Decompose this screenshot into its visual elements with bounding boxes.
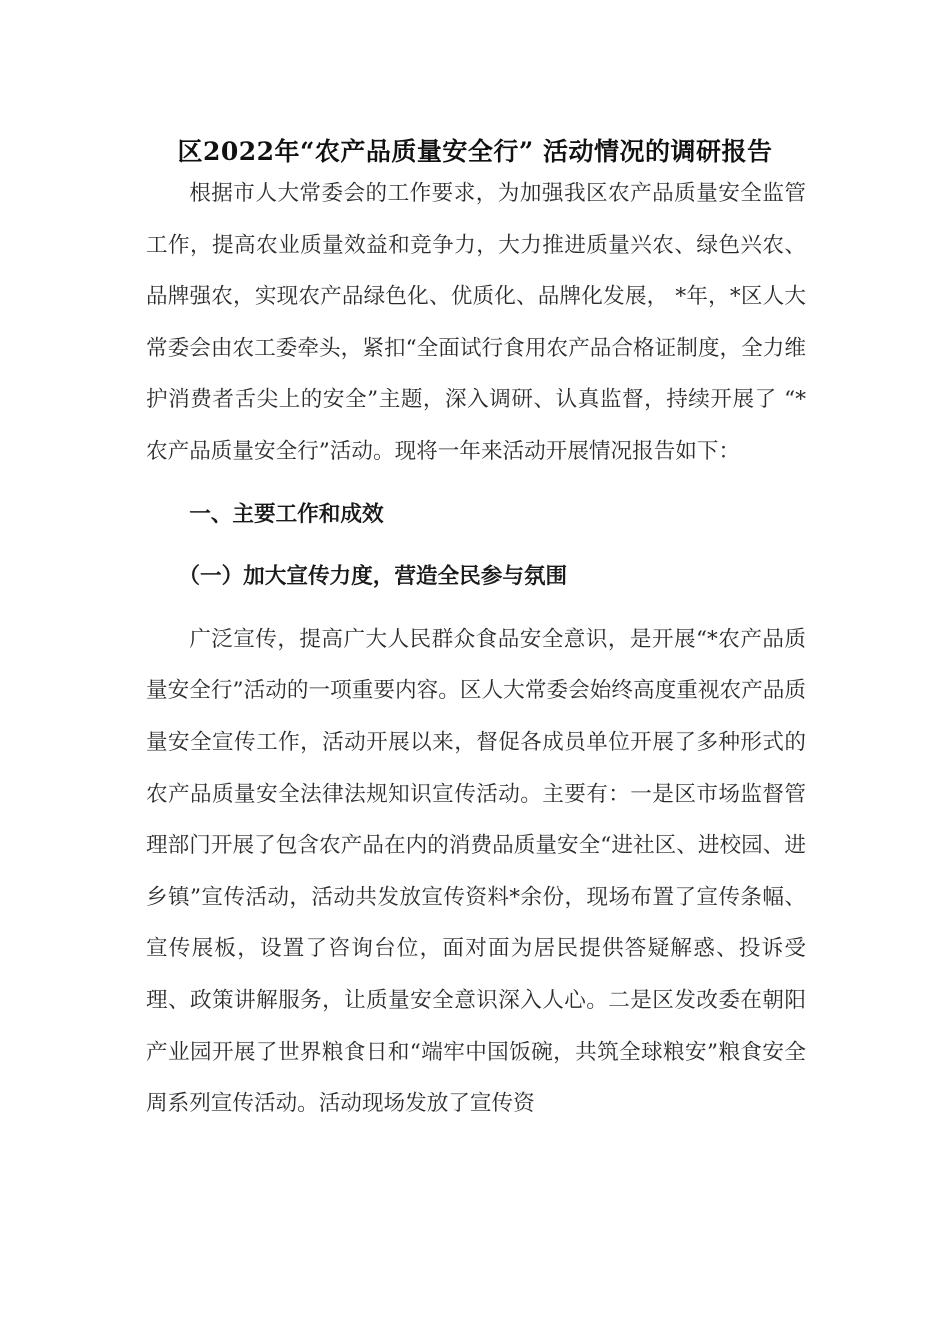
document-title: 区2022年“农产品质量安全行” 活动情况的调研报告 bbox=[177, 137, 773, 166]
intro-paragraph: 根据市人大常委会的工作要求，为加强我区农产品质量安全监管工作，提高农业质量效益和竞争力，大力推进质量兴农、绿色兴农、品牌强农，实现农产品绿色化、优质化、品牌化发展， *年，*区人大常委会由农工委牵头，紧扣“全面试行食用农产品合格证制度，全力维护消费者舌尖上的安全”主题，深入调研、认真监督，持续开展了 “*农产品质量安全行”活动。现将一年来活动开展情况报告如下： bbox=[146, 181, 806, 464]
subsection-paragraph-1: 广泛宣传，提高广大人民群众食品安全意识，是开展“*农产品质量安全行”活动的一项重要内容。区人大常委会始终高度重视农产品质量安全宣传工作，活动开展以来，督促各成员单位开展了多种形式的农产品质量安全法律法规知识宣传活动。主要有：一是区市场监督管理部门开展了包含农产品在内的消费品质量安全“进社区、进校园、进乡镇”宣传活动，活动共发放宣传资料*余份，现场布置了宣传条幅、宣传展板，设置了咨询台位，面对面为居民提供答疑解惑、投诉受理、政策讲解服务，让质量安全意识深入人心。二是区发改委在朝阳产业园开展了世界粮食日和“端牢中国饭碗，共筑全球粮安”粮食安全周系列宣传活动。活动现场发放了宣传资 bbox=[146, 626, 806, 1117]
section-heading-1: 一、主要工作和成效 bbox=[189, 501, 384, 527]
subsection-heading-1: （一）加大宣传力度，营造全民参与氛围 bbox=[178, 564, 568, 590]
document-body bbox=[146, 168, 806, 1130]
